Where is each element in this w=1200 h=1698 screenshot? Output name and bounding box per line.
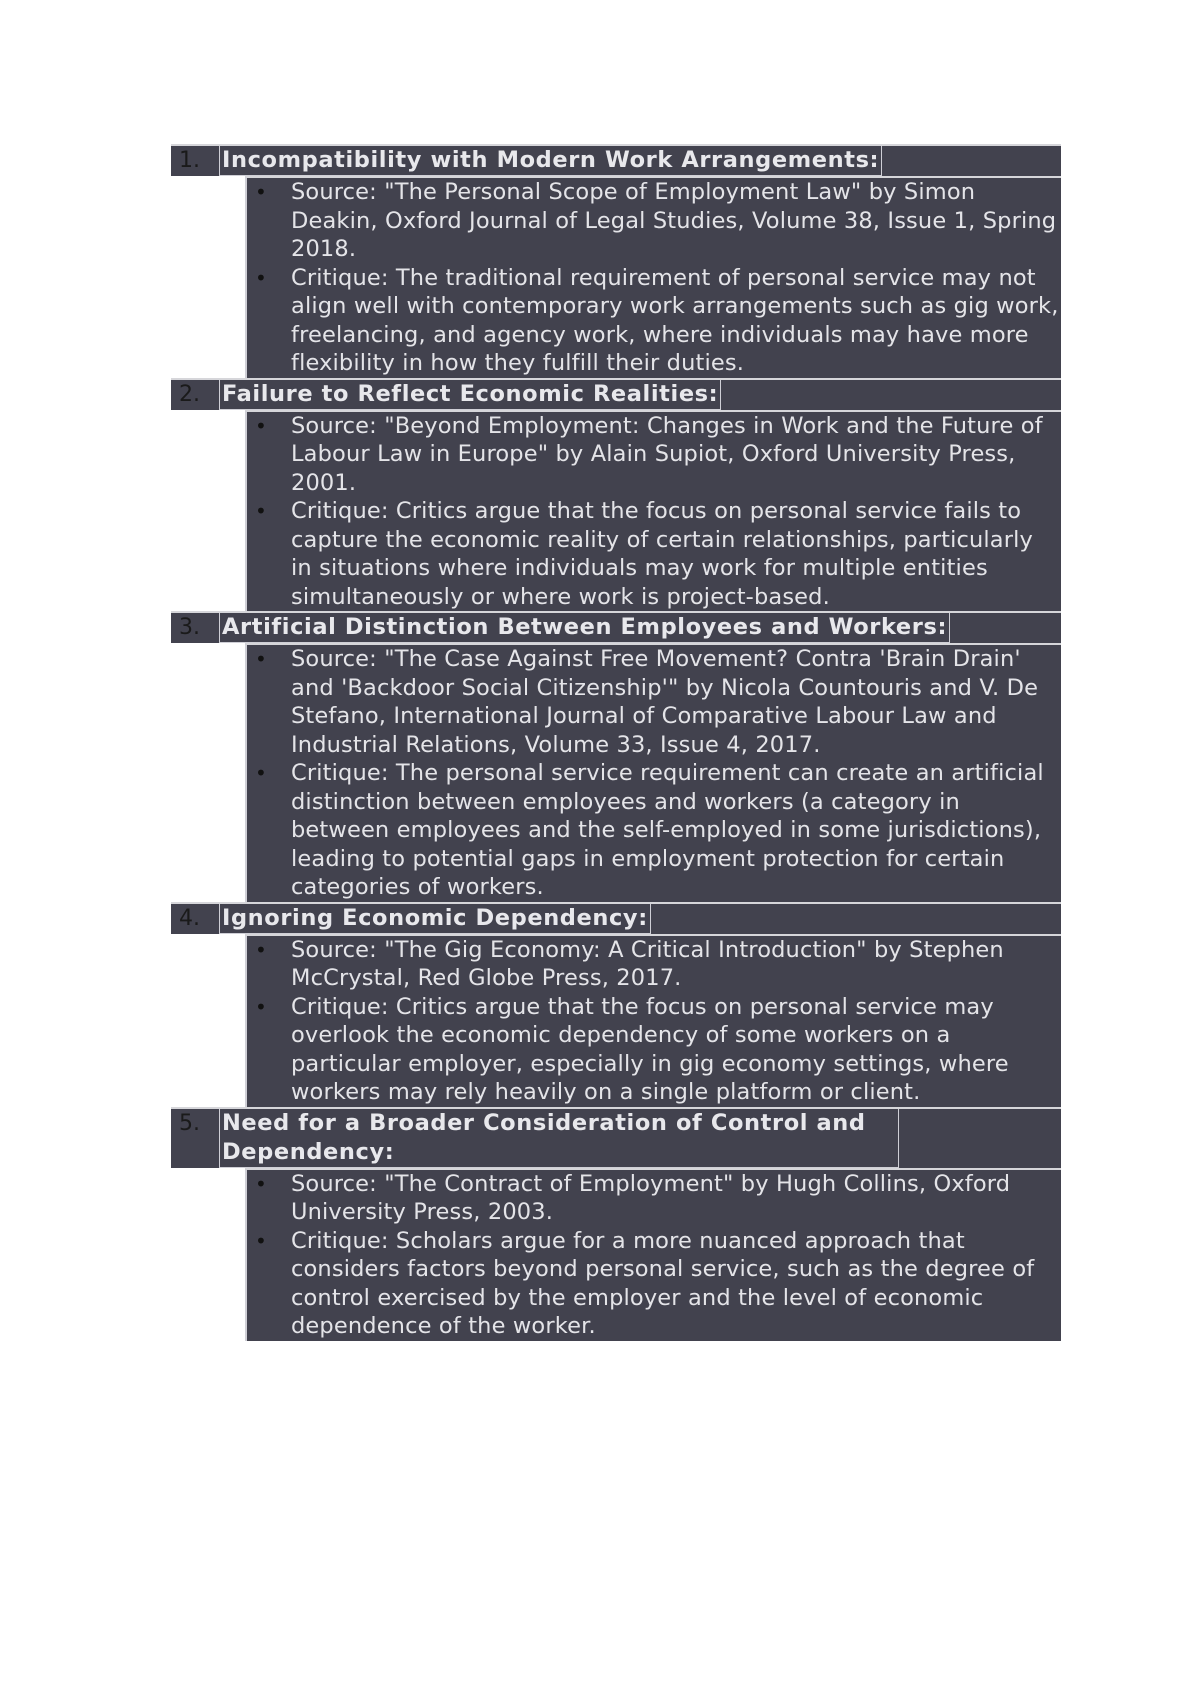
heading-row [171,1107,1061,1168]
bullet-text: Critique: Critics argue that the focus on personal service may overlook the economic dependency of some workers on a particular employer, especially in gig economy settings, where workers may rely heavily on a single platform or client. [291,993,1009,1105]
bullet-list [245,643,1061,902]
item-number: 2. [171,380,219,409]
bullet-critique [247,264,1061,378]
bullet-source [247,936,1061,993]
document-body [171,144,1061,1341]
bullet-critique [247,993,1061,1107]
bullet-dot-icon: • [255,761,267,785]
bullet-critique [247,1227,1061,1341]
item-number: 1. [171,146,219,175]
item-heading: Failure to Reflect Economic Realities: [219,380,721,410]
bullet-source [247,1170,1061,1227]
item-heading: Need for a Broader Consideration of Control and Dependency: [219,1109,899,1168]
heading-row [171,144,1061,176]
bullet-dot-icon: • [255,413,267,438]
bullet-text: Critique: The personal service requirement can create an artificial distinction between employees and workers (a category in between employees and the self-employed in some jurisdictions), leading to potential gaps in employment protection for certain categories of workers. [291,760,1044,900]
bullet-list [245,1168,1061,1341]
bullet-dot-icon: • [255,1228,267,1253]
list-item-1 [171,144,1061,378]
bullet-dot-icon: • [255,937,267,962]
heading-row [171,611,1061,643]
item-heading: Incompatibility with Modern Work Arrangements: [219,146,882,176]
item-number: 5. [171,1109,219,1138]
bullet-list [245,934,1061,1107]
heading-row [171,902,1061,934]
bullet-dot-icon: • [255,499,267,523]
list-item-2 [171,378,1061,612]
bullet-source [247,412,1061,498]
bullet-dot-icon: • [255,647,267,671]
heading-row [171,378,1061,410]
bullet-critique [247,759,1061,902]
bullet-text: Critique: Critics argue that the focus on personal service fails to capture the economic reality of certain relationships, particularly in situations where individuals may work for multiple entities simultaneously or where work is project-based. [291,498,1034,610]
bullet-list [245,410,1061,612]
bullet-text: Source: "The Gig Economy: A Critical Introduction" by Stephen McCrystal, Red Globe Press, 2017. [291,936,1004,991]
bullet-critique [247,497,1061,611]
bullet-dot-icon: • [255,180,267,204]
bullet-text: Critique: Scholars argue for a more nuanced approach that considers factors beyond personal service, such as the degree of control exercised by the employer and the level of economic dependence of the worker. [291,1227,1035,1339]
bullet-text: Source: "The Contract of Employment" by Hugh Collins, Oxford University Press, 2003. [291,1170,1011,1225]
bullet-list [245,176,1061,378]
list-item-4 [171,902,1061,1107]
bullet-dot-icon: • [255,265,267,290]
item-heading: Artificial Distinction Between Employees and Workers: [219,613,950,643]
bullet-text: Source: "The Case Against Free Movement? Contra 'Brain Drain' and 'Backdoor Social Citizenship'" by Nicola Countouris and V. De Stefano, International Journal of Comparative Labour Law and Industrial Relations, Volume 33, Issue 4, 2017. [291,646,1039,758]
bullet-dot-icon: • [255,994,267,1019]
list-item-3 [171,611,1061,902]
item-number: 4. [171,904,219,933]
item-heading: Ignoring Economic Dependency: [219,904,651,934]
item-number: 3. [171,613,219,642]
bullet-text: Source: "The Personal Scope of Employment Law" by Simon Deakin, Oxford Journal of Legal Studies, Volume 38, Issue 1, Spring 2018. [291,179,1057,262]
bullet-source [247,645,1061,759]
bullet-text: Source: "Beyond Employment: Changes in Work and the Future of Labour Law in Europe" by Alain Supiot, Oxford University Press, 2001. [291,412,1043,496]
bullet-text: Critique: The traditional requirement of personal service may not align well with contemporary work arrangements such as gig work, freelancing, and agency work, where individuals may have more flexibility in how they fulfill their duties. [291,264,1059,376]
list-item-5 [171,1107,1061,1341]
bullet-source [247,178,1061,264]
bullet-dot-icon: • [255,1171,267,1196]
